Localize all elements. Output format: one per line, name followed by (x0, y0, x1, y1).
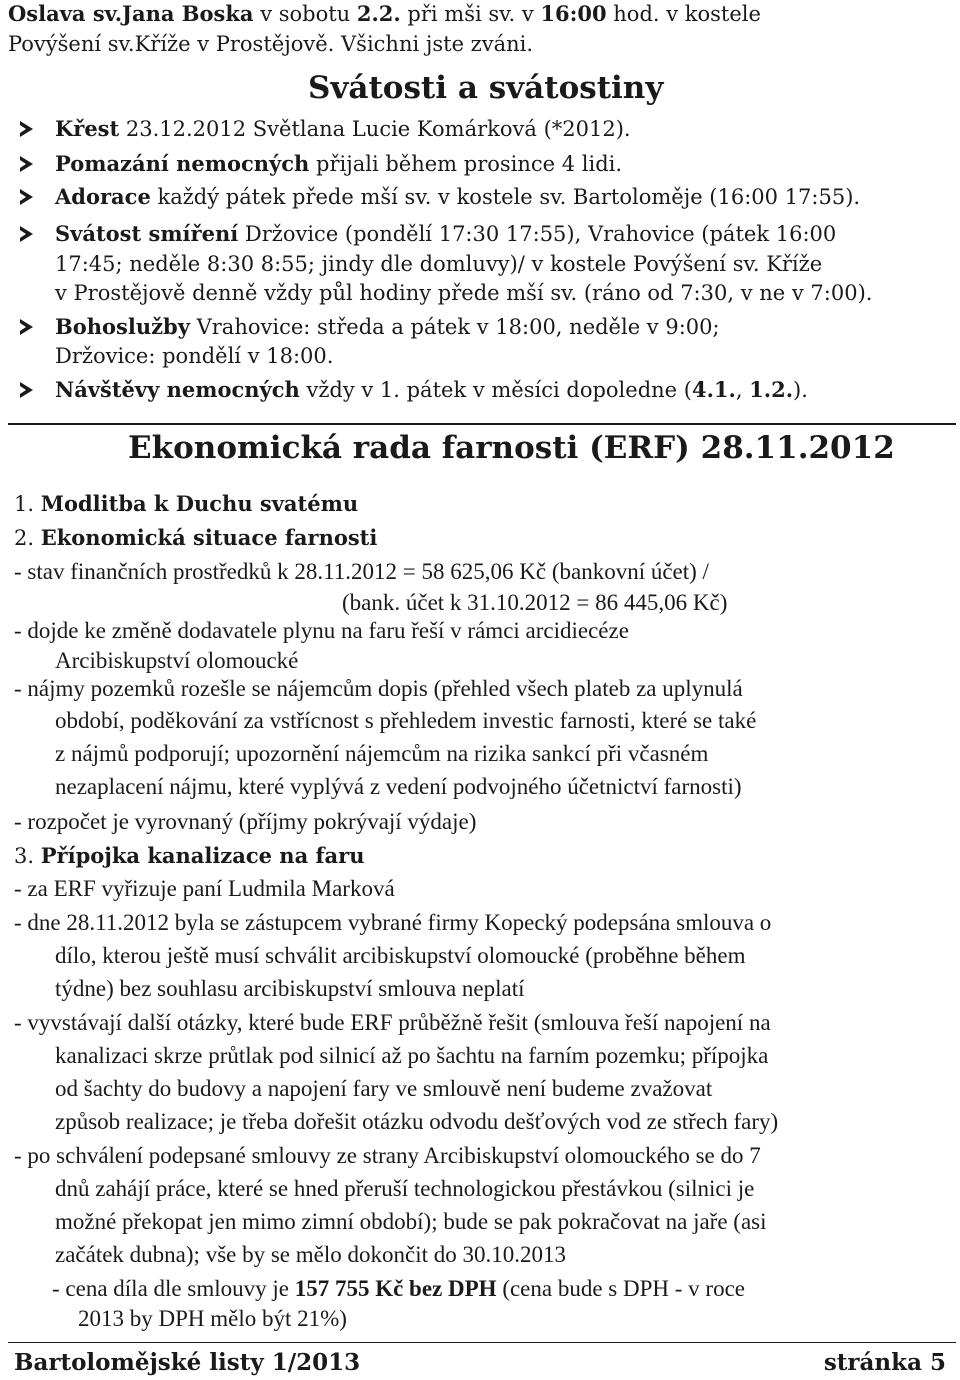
section-title-erf: Ekonomická rada farnosti (ERF) 28.11.2012 (128, 430, 895, 466)
footer-page-number: stránka 5 (823, 1349, 946, 1376)
erf-paragraph: (bank. účet k 31.10.2012 = 86 445,06 Kč) (342, 590, 728, 615)
arrow-bullet-icon (20, 189, 33, 205)
erf-paragraph: začátek dubna); vše by se mělo dokončit do 30.10.2013 (55, 1242, 566, 1267)
erf-paragraph: - dne 28.11.2012 byla se zástupcem vybrané firmy Kopecký podepsána smlouva o (14, 910, 772, 935)
erf-heading-3: 3. Přípojka kanalizace na faru (14, 843, 365, 868)
erf-paragraph: dílo, kterou ještě musí schválit arcibiskupství olomoucké (proběhne během (55, 943, 746, 968)
erf-paragraph: - rozpočet je vyrovnaný (příjmy pokrývají výdaje) (14, 809, 477, 834)
list-item-navstevy: Návštěvy nemocných vždy v 1. pátek v měsíci dopoledne (4.1., 1.2.). (55, 377, 808, 402)
erf-paragraph: - dojde ke změně dodavatele plynu na faru řeší v rámci arcidiecéze (14, 618, 629, 643)
footer-divider (8, 1342, 956, 1343)
list-item-smireni-cont: 17:45; neděle 8:30 8:55; jindy dle domluvy)/ v kostele Povýšení sv. Kříže (55, 252, 823, 276)
intro-line-2: Povýšení sv.Kříže v Prostějově. Všichni jste zváni. (8, 32, 534, 56)
section-title-sacraments: Svátosti a svátostiny (308, 70, 664, 106)
list-item-smireni-cont: v Prostějově denně vždy půl hodiny přede mší sv. (ráno od 7:30, v ne v 7:00). (55, 281, 873, 305)
erf-heading-1: 1. Modlitba k Duchu svatému (14, 491, 359, 516)
erf-price-line: - cena díla dle smlouvy je 157 755 Kč bez DPH (cena bude s DPH - v roce (52, 1276, 746, 1301)
section-divider (8, 423, 956, 425)
event-title: Oslava sv.Jana Boska (8, 1, 254, 26)
erf-paragraph: Arcibiskupství olomoucké (55, 648, 299, 673)
erf-paragraph: z nájmů podporují; upozornění nájemcům na rizika sankcí při včasném (55, 741, 709, 766)
erf-paragraph: - vyvstávají další otázky, které bude ERF průběžně řešit (smlouva řeší napojení na (14, 1010, 771, 1035)
arrow-bullet-icon (20, 121, 33, 137)
footer-publication: Bartolomějské listy 1/2013 (14, 1349, 361, 1376)
erf-paragraph: od šachty do budovy a napojení fary ve smlouvě není budeme zvažovat (55, 1076, 713, 1101)
erf-paragraph: - za ERF vyřizuje paní Ludmila Marková (14, 876, 395, 901)
arrow-bullet-icon (20, 156, 33, 172)
erf-paragraph: 2013 by DPH mělo být 21%) (78, 1306, 347, 1331)
erf-paragraph: - stav finančních prostředků k 28.11.2012 = 58 625,06 Kč (bankovní účet) / (14, 559, 709, 584)
arrow-bullet-icon (20, 226, 33, 242)
erf-paragraph: způsob realizace; je třeba dořešit otázku odvodu dešťových vod ze střech fary) (55, 1109, 779, 1134)
erf-paragraph: dnů zahájí práce, které se hned přeruší technologickou přestávkou (silnici je (55, 1176, 755, 1201)
erf-paragraph: - po schválení podepsané smlouvy ze strany Arcibiskupství olomouckého se do 7 (14, 1143, 761, 1168)
list-item-bohosluzby: Bohoslužby Vrahovice: středa a pátek v 18:00, neděle v 9:00; (55, 314, 720, 339)
arrow-bullet-icon (20, 319, 33, 335)
list-item-smireni: Svátost smíření Držovice (pondělí 17:30 17:55), Vrahovice (pátek 16:00 (55, 221, 837, 246)
list-item-adorace: Adorace každý pátek přede mší sv. v kostele sv. Bartoloměje (16:00 17:55). (55, 184, 861, 209)
list-item-pomazani: Pomazání nemocných přijali během prosince 4 lidi. (55, 151, 623, 176)
erf-paragraph: období, poděkování za vstřícnost s přehledem investic farnosti, které se také (55, 708, 757, 733)
erf-paragraph: kanalizaci skrze průtlak pod silnicí až po šachtu na farním pozemku; přípojka (55, 1043, 769, 1068)
list-item-krest: Křest 23.12.2012 Světlana Lucie Komárková (*2012). (55, 116, 631, 141)
intro-line-1: Oslava sv.Jana Boska v sobotu 2.2. při mši sv. v 16:00 hod. v kostele (8, 1, 761, 26)
erf-paragraph: týdne) bez souhlasu arcibiskupství smlouva neplatí (55, 976, 525, 1001)
erf-paragraph: nezaplacení nájmu, které vyplývá z vedení podvojného účetnictví farnosti) (55, 774, 742, 799)
erf-paragraph: možné překopat jen mimo zimní období); bude se pak pokračovat na jaře (asi (55, 1209, 767, 1234)
list-item-bohosluzby-cont: Držovice: pondělí v 18:00. (55, 344, 334, 368)
arrow-bullet-icon (20, 382, 33, 398)
erf-paragraph: - nájmy pozemků rozešle se nájemcům dopis (přehled všech plateb za uplynulá (14, 676, 743, 701)
erf-heading-2: 2. Ekonomická situace farnosti (14, 525, 378, 550)
